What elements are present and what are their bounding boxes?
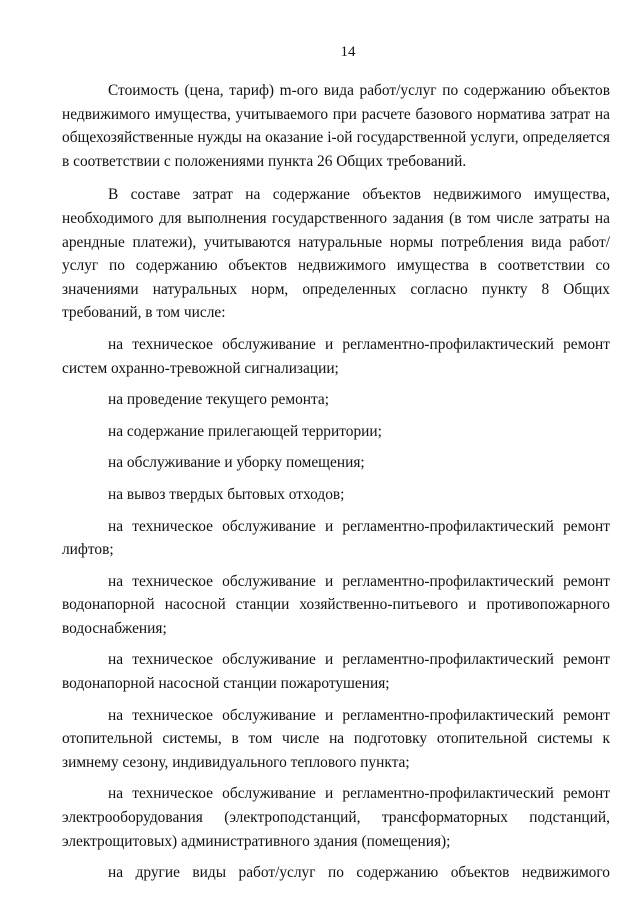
list-item-electrical-equipment: на техническое обслуживание и регламентно-профилактический ремонт электрооборудования (электроподстанций, трансформаторных подстанций, электрощитовых) административного здания (помещения);	[62, 785, 610, 850]
list-item-territory: на содержание прилегающей территории;	[108, 422, 382, 440]
list-item-elevators: на техническое обслуживание и регламентно-профилактический ремонт лифтов;	[62, 517, 610, 559]
list-item-waste-removal: на вывоз твердых бытовых отходов;	[108, 485, 345, 503]
paragraph-cost-definition: Стоимость (цена, тариф) m-ого вида работ/услуг по содержанию объектов недвижимого имущества, учитываемого при расчете базового норматива затрат на общехозяйственные нужды на оказание i-ой государственной услуги, определяется в соответствии с положениями пункта 26 Общих требований.	[62, 82, 610, 170]
list-item-heating-system: на техническое обслуживание и регламентно-профилактический ремонт отопительной системы, в том числе на подготовку отопительной системы к зимнему сезону, индивидуального теплового пункта;	[62, 706, 610, 771]
list-item-security-alarm: на техническое обслуживание и регламентно-профилактический ремонт систем охранно-тревожной сигнализации;	[62, 335, 610, 377]
page-number: 14	[340, 44, 356, 60]
list-item-water-pump-station: на техническое обслуживание и регламентно-профилактический ремонт водонапорной насосной станции хозяйственно-питьевого и противопожарного водоснабжения;	[62, 572, 610, 637]
list-item-fire-pump-station: на техническое обслуживание и регламентно-профилактический ремонт водонапорной насосной станции пожаротушения;	[62, 651, 610, 693]
paragraph-costs-composition: В составе затрат на содержание объектов недвижимого имущества, необходимого для выполнения государственного задания (в том числе затраты на арендные платежи), учитываются натуральные нормы потребления вида работ/услуг по содержанию объектов недвижимого имущества в соответствии со значениями натуральных норм, определенных согласно пункту 8 Общих требований, в том числе:	[62, 186, 610, 322]
list-item-cleaning: на обслуживание и уборку помещения;	[108, 454, 365, 472]
list-item-current-repair: на проведение текущего ремонта;	[108, 391, 330, 409]
list-item-other-services: на другие виды работ/услуг по содержанию объектов недвижимого	[108, 864, 610, 882]
